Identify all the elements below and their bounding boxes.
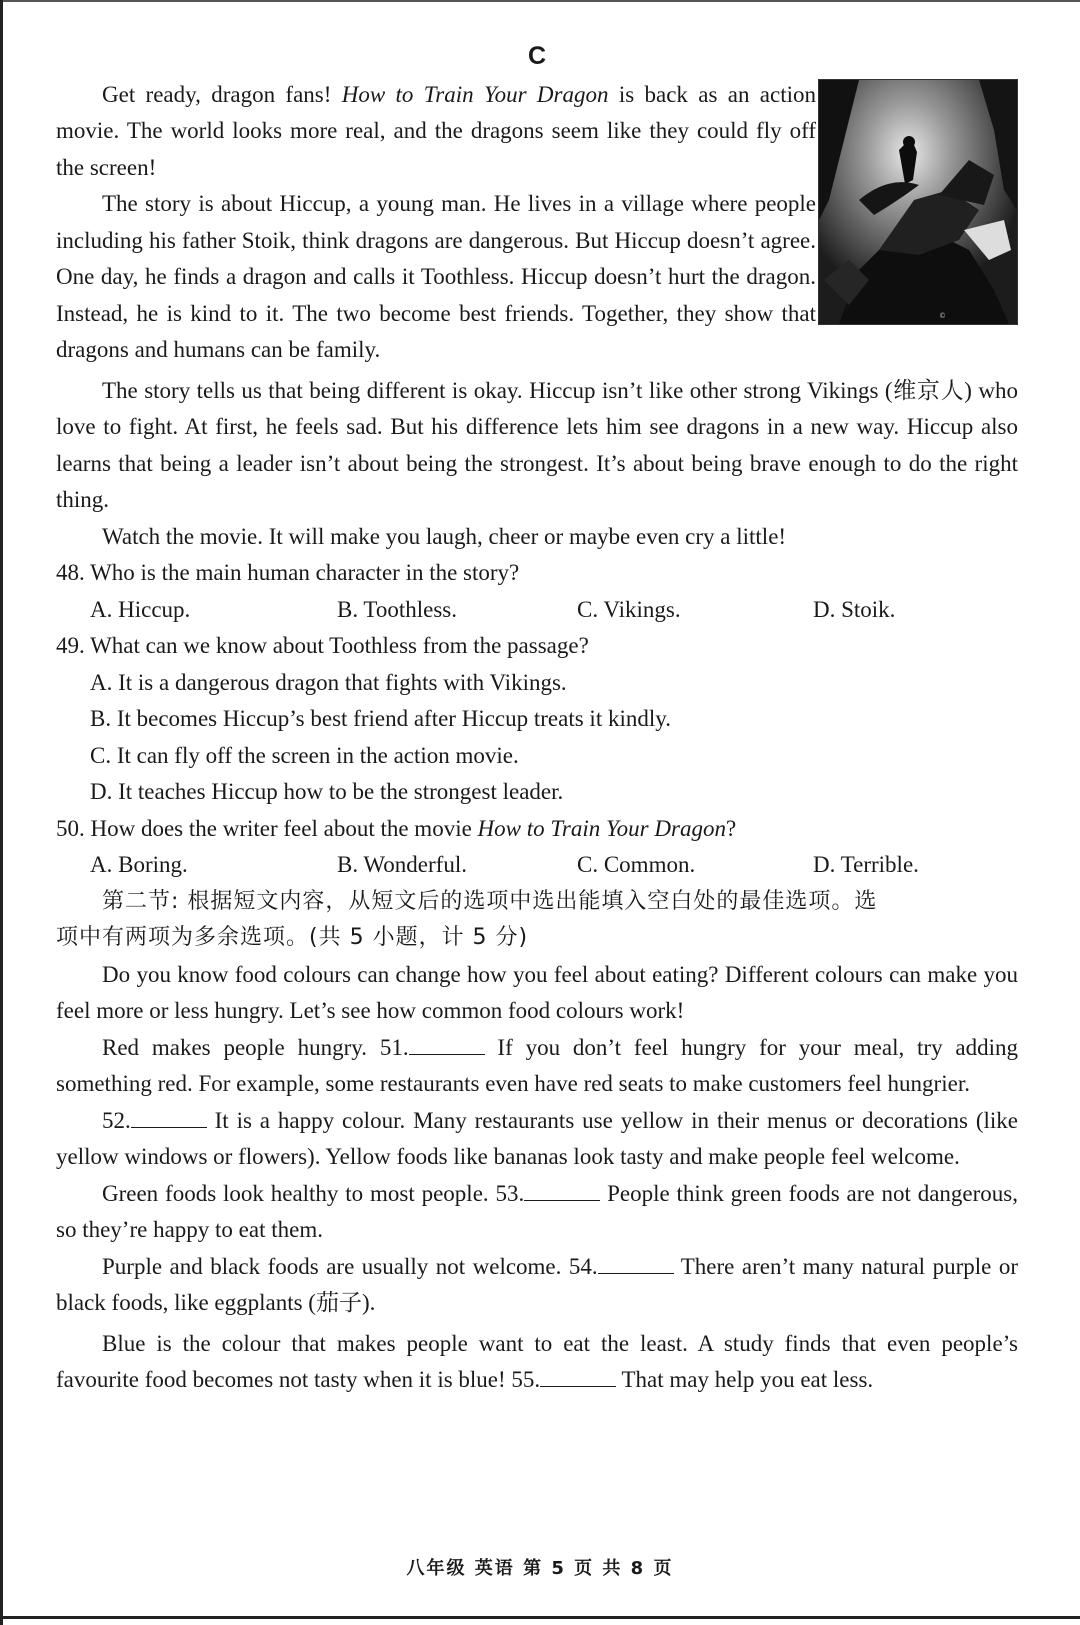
passage-2-paragraph-3: 52. It is a happy colour. Many restaurants use yellow in their menus or decorations (like yellow windows or flowers). Yellow foods like bananas look tasty and make people feel welcome. (56, 1107, 1018, 1169)
passage-2-paragraph-1: Do you know food colours can change how you feel about eating? Different colours can make you feel more or less hungry. Let’s see how common food colours work! (56, 961, 1018, 1023)
instructions-line-1: 第二节: 根据短文内容，从短文后的选项中选出能填入空白处的最佳选项。选 (102, 888, 878, 914)
section-2-instructions (56, 884, 1018, 957)
question-49 (56, 628, 1018, 811)
passage-paragraph-1: Get ready, dragon fans! How to Train Your Dragon is back as an action movie. The world looks more real, and the dragons seem like they could fly off the screen! (56, 81, 816, 180)
question-50 (56, 811, 1018, 884)
passage-2-paragraph-6: Blue is the colour that makes people want to eat the least. A study finds that even people’s favourite food becomes not tasty when it is blue! 55. That may help you eat less. (56, 1330, 1018, 1392)
options-row (56, 847, 1018, 884)
page-bottom-edge (0, 1616, 1080, 1619)
option-a[interactable]: A. Hiccup. (90, 596, 191, 622)
option-b[interactable]: B. Toothless. (337, 596, 458, 622)
question-stem: 48. Who is the main human character in the story? (56, 560, 520, 585)
svg-text:©: © (939, 311, 946, 320)
question-48 (56, 555, 1018, 628)
movie-title: How to Train Your Dragon (477, 815, 726, 841)
answer-blank-52[interactable] (131, 1107, 207, 1128)
options-row (56, 592, 1018, 629)
answer-blank-53[interactable] (524, 1180, 600, 1201)
passage-paragraph-4: Watch the movie. It will make you laugh, cheer or maybe even cry a little! (102, 523, 787, 549)
passage-2-paragraph-2: Red makes people hungry. 51. If you don’t feel hungry for your meal, try adding something red. For example, some restaurants even have red seats to make customers feel hungrier. (56, 1034, 1019, 1096)
movie-title: How to Train Your Dragon (341, 81, 609, 107)
passage-c-top (56, 77, 1018, 369)
option-c[interactable]: C. Common. (577, 852, 696, 877)
page-left-edge (0, 0, 3, 1625)
question-stem: 50. How does the writer feel about the movie How to Train Your Dragon? (56, 815, 737, 841)
answer-blank-55[interactable] (540, 1366, 616, 1387)
option-d[interactable]: D. It teaches Hiccup how to be the strongest leader. (90, 779, 564, 804)
option-a[interactable]: A. Boring. (90, 852, 188, 877)
option-d[interactable]: D. Terrible. (813, 852, 919, 877)
option-c[interactable]: C. It can fly off the screen in the action movie. (90, 742, 519, 768)
page-top-edge (0, 0, 1080, 2)
passage-2-paragraph-4: Green foods look healthy to most people. 53. People think green foods are not dangerous, so they’re happy to eat them. (56, 1180, 1018, 1242)
option-d[interactable]: D. Stoik. (813, 596, 896, 622)
answer-blank-54[interactable] (598, 1253, 674, 1274)
passage-c-intro (56, 77, 816, 369)
dragon-movie-image (818, 79, 1018, 325)
passage-2-paragraph-5: Purple and black foods are usually not welcome. 54. There aren’t many natural purple or black foods, like eggplants (茄子). (56, 1253, 1018, 1315)
instructions-line-2: 项中有两项为多余选项。(共 5 小题，计 5 分) (56, 925, 529, 950)
section-letter: C (527, 42, 547, 70)
option-b[interactable]: B. It becomes Hiccup’s best friend after Hiccup treats it kindly. (90, 706, 671, 731)
option-c[interactable]: C. Vikings. (577, 596, 681, 622)
option-b[interactable]: B. Wonderful. (337, 852, 467, 877)
answer-blank-51[interactable] (409, 1034, 485, 1055)
option-a[interactable]: A. It is a dangerous dragon that fights with Vikings. (90, 669, 567, 695)
passage-paragraph-2: The story is about Hiccup, a young man. He lives in a village where people including his father Stoik, think dragons are dangerous. But Hiccup doesn’t agree. One day, he finds a dragon and calls it Toothless. Hiccup doesn’t hurt the dragon. Instead, he is kind to it. The two become best friends. Together, they show that dragons and humans can be family. (56, 191, 816, 362)
passage-paragraph-3: The story tells us that being different is okay. Hiccup isn’t like other strong Vikings (维京人) who love to fight. At first, he feels sad. But his difference lets him see dragons in a new way. Hiccup also learns that being a leader isn’t about being the strongest. It’s about being brave enough to do the right thing. (56, 377, 1018, 512)
exam-page-content (56, 38, 1018, 1399)
page-footer: 八年级 英语 第 5 页 共 8 页 (406, 1558, 674, 1579)
question-stem: 49. What can we know about Toothless from the passage? (56, 633, 589, 658)
